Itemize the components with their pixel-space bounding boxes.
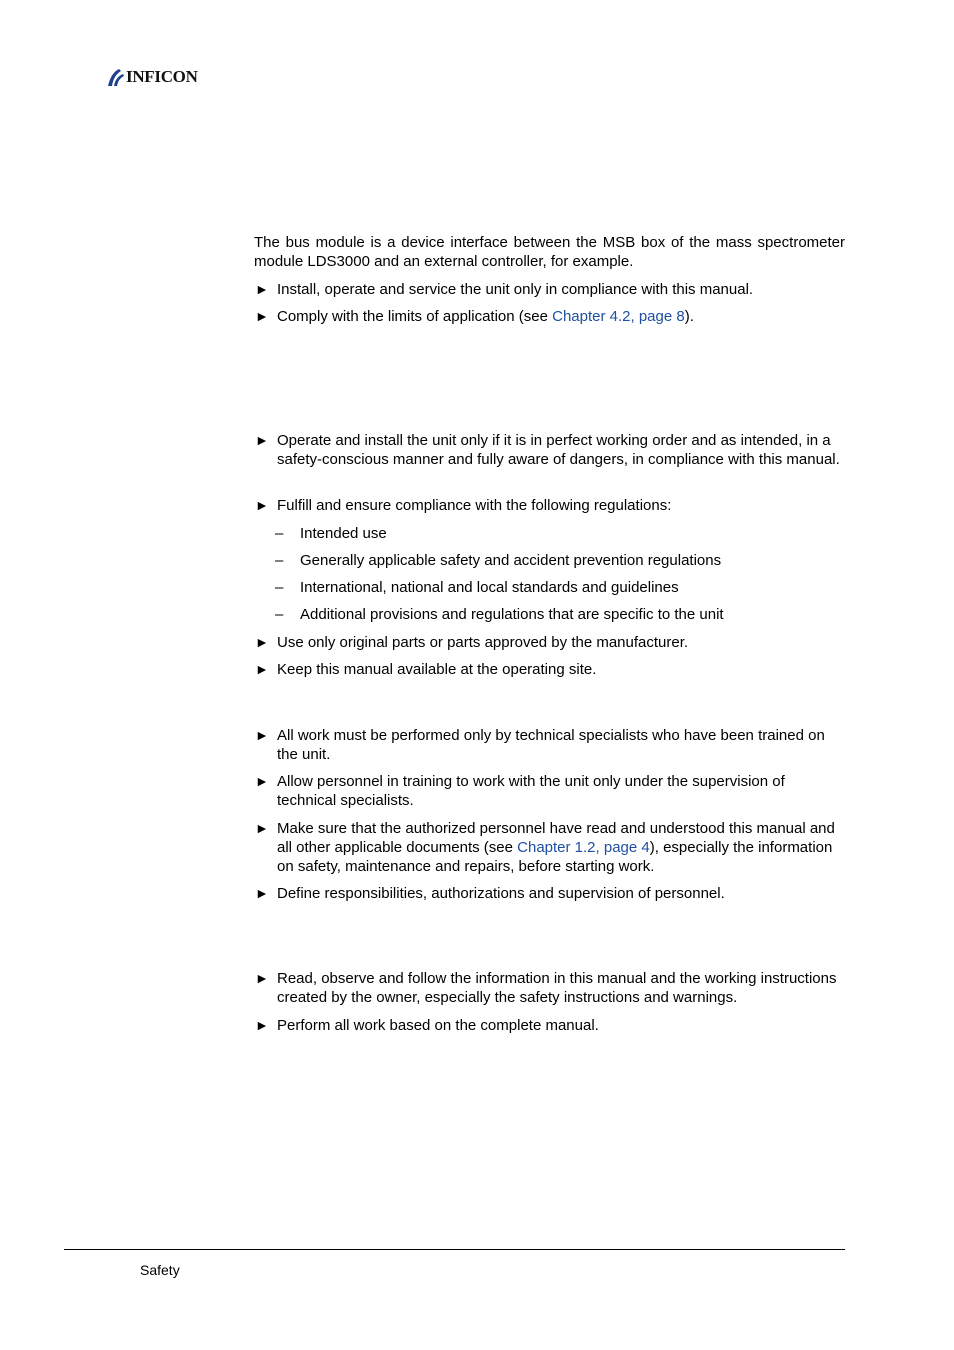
list-item-text: Define responsibilities, authorizations and supervision of personnel. <box>277 885 725 902</box>
chapter-1-2-link[interactable]: Chapter 1.2, page 4 <box>517 839 650 856</box>
list-item-text: Operate and install the unit only if it is in perfect working order and as intended, in a safety-conscious manner and fully aware of dangers, in compliance with this manual. <box>277 432 840 468</box>
list-item-text-post: ). <box>684 308 694 325</box>
bullet-arrow-icon: ► <box>255 661 269 677</box>
list-item <box>254 660 845 679</box>
list-item-text: All work must be performed only by technical specialists who have been trained on the unit. <box>277 727 825 763</box>
list-item-text: Use only original parts or parts approved by the manufacturer. <box>277 634 689 651</box>
list-item <box>254 884 845 903</box>
list-item <box>254 772 845 810</box>
bullet-arrow-icon: ► <box>255 308 269 324</box>
footer-divider <box>64 1249 845 1250</box>
sub-list-item-text: Generally applicable safety and accident prevention regulations <box>300 552 722 569</box>
dash-icon: – <box>275 525 284 542</box>
list-item-text: Read, observe and follow the information in this manual and the working instructions created by the owner, especially the safety instructions and warnings. <box>277 970 837 1006</box>
bullet-arrow-icon: ► <box>255 497 269 513</box>
list-item-text: Keep this manual available at the operating site. <box>277 661 597 678</box>
bullet-arrow-icon: ► <box>255 432 269 448</box>
sub-list-item <box>275 578 845 597</box>
footer-section-label: Safety <box>140 1262 180 1278</box>
sub-list-item-text: International, national and local standards and guidelines <box>300 579 679 596</box>
dash-icon: – <box>275 579 284 596</box>
bullet-arrow-icon: ► <box>255 885 269 901</box>
list-item-text-post: ), especially the information on safety, maintenance and repairs, before starting work. <box>277 839 833 875</box>
list-item <box>254 969 845 1007</box>
chapter-4-2-link[interactable]: Chapter 4.2, page 8 <box>552 308 685 325</box>
dash-icon: – <box>275 606 284 623</box>
list-item <box>254 726 845 764</box>
brand-name: INFICON <box>126 67 198 86</box>
list-item <box>254 633 845 652</box>
list-item <box>254 819 845 876</box>
list-item-text-pre: Make sure that the authorized personnel have read and understood this manual and all other applicable documents (see <box>277 820 835 856</box>
sub-list-item <box>275 551 845 570</box>
intro-text: The bus module is a device interface between the MSB box of the mass spectrometer module LDS3000 and an external controller, for example. <box>254 234 845 270</box>
list-item <box>254 280 845 299</box>
intro-paragraph <box>254 233 845 271</box>
list-item-text: Install, operate and service the unit only in compliance with this manual. <box>277 281 754 298</box>
list-item-text-pre: Comply with the limits of application (see <box>277 308 553 325</box>
list-item-text: Perform all work based on the complete manual. <box>277 1017 599 1034</box>
list-item <box>254 496 845 515</box>
sub-list-item-text: Intended use <box>300 525 387 542</box>
bullet-arrow-icon: ► <box>255 281 269 297</box>
list-item-text: Fulfill and ensure compliance with the following regulations: <box>277 497 672 514</box>
bullet-arrow-icon: ► <box>255 634 269 650</box>
inficon-logo <box>105 66 198 88</box>
list-item <box>254 307 845 326</box>
sub-list-item <box>275 524 845 543</box>
bullet-arrow-icon: ► <box>255 970 269 986</box>
bullet-arrow-icon: ► <box>255 773 269 789</box>
inficon-logo-icon <box>105 66 125 88</box>
bullet-arrow-icon: ► <box>255 727 269 743</box>
list-item <box>254 431 845 469</box>
bullet-arrow-icon: ► <box>255 820 269 836</box>
sub-list-item-text: Additional provisions and regulations that are specific to the unit <box>300 606 724 623</box>
list-item <box>254 1016 845 1035</box>
dash-icon: – <box>275 552 284 569</box>
list-item-text: Allow personnel in training to work with the unit only under the supervision of technical specialists. <box>277 773 785 809</box>
sub-list-item <box>275 605 845 624</box>
bullet-arrow-icon: ► <box>255 1017 269 1033</box>
